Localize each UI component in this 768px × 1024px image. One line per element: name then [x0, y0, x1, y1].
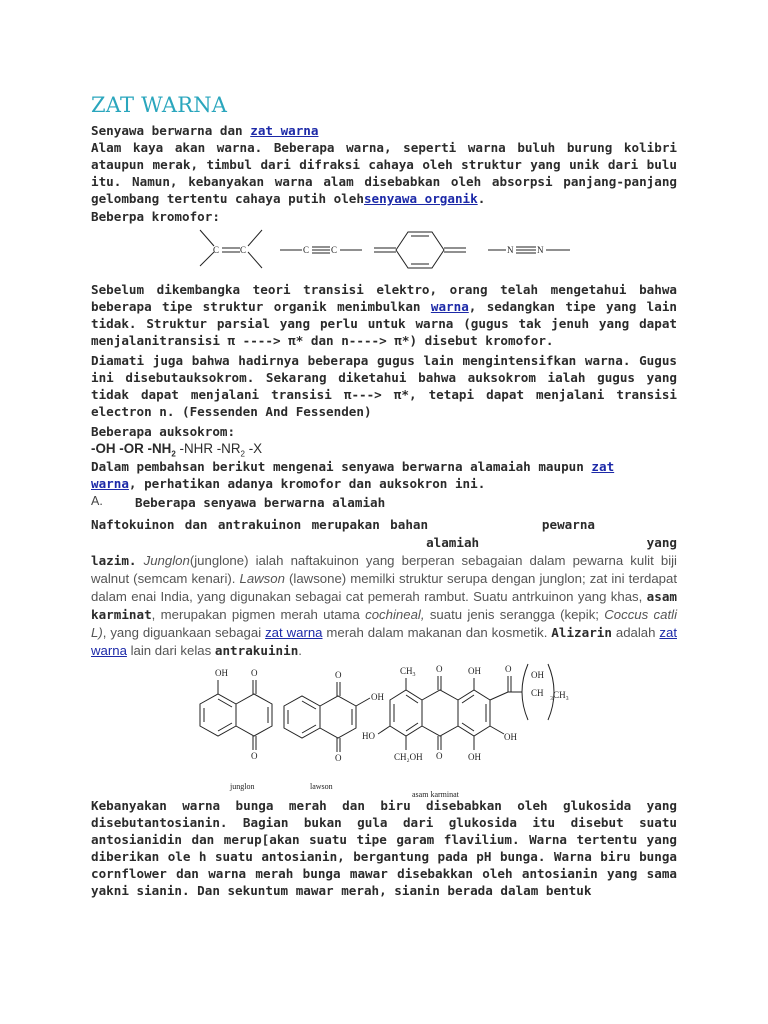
paragraph-pembahasan: [91, 458, 677, 492]
atom-ch3-text: CH: [400, 666, 413, 676]
paragraph-kromofor-text: Sebelum dikembangka teori transisi elektro, orang telah mengetahui bahwa beberapa tipe struktur organik menimbulkan: [91, 282, 677, 314]
page-title: ZAT WARNA: [91, 93, 228, 117]
naftokuinon-text: merah dalam makanan dan kosmetik.: [322, 625, 552, 640]
naftokuinon-text: Naftokuinon dan antrakuinon merupakan bahan: [91, 517, 429, 532]
ring: [320, 696, 356, 738]
bold-lazim: lazim.: [91, 553, 137, 568]
atom-c: C: [331, 245, 338, 255]
atom-oh: OH: [468, 752, 481, 762]
atom-oh: OH: [531, 670, 544, 680]
ring: [200, 694, 236, 736]
kromofor-label: Beberpa kromofor:: [91, 209, 220, 224]
link-zat-warna-2[interactable]: warna: [91, 476, 129, 491]
naftokuinon-text: , yang diguankaan sebagai: [102, 625, 266, 640]
atom-ho: HO: [362, 731, 375, 741]
atom-n: N: [537, 245, 544, 255]
naftokuinon-text: suatu jenis serangga (kepik;: [424, 607, 605, 622]
paragraph-naftokuinon: [91, 516, 677, 660]
paragraph-antosianin: Kebanyakan warna bunga merah dan biru disebabkan oleh glukosida yang disebutantosianin. Bagian bukan gula dari glukosida itu disebut suatu antosianidin dan merup[akan suatu tipe garam flavilium. Warna tertentu yang diberikan ole h suatu antosianin, bergantung pada pH bunga. Warna biru bunga cornflower dan warna merah bunga mawar disebakkan oleh antosianin yang sama yakni sianin. Dan sekuntum mawar merah, sianin berada dalam bentuk: [91, 798, 677, 898]
link-zat-warna[interactable]: zat warna: [265, 625, 323, 640]
ring: [236, 694, 272, 736]
italic-junglon: Junglon: [143, 553, 190, 568]
link-senyawa-organik[interactable]: senyawa organik: [363, 191, 478, 206]
auksokrom-rest-end: -X: [244, 441, 263, 456]
bold-alizarin: Alizarin: [551, 625, 612, 640]
link-warna[interactable]: warna: [430, 299, 469, 314]
subscript: 2: [240, 449, 245, 459]
caption-asam-karminat: asam karminat: [412, 790, 459, 799]
ring: [284, 696, 320, 738]
italic-lawson: Lawson: [239, 571, 285, 586]
auksokrom-label: Beberapa auksokrom:: [91, 424, 236, 439]
atom-c: C: [240, 245, 247, 255]
subtitle-text: Senyawa berwarna dan: [91, 123, 251, 138]
natural-dye-structures: [190, 656, 590, 800]
atom-o: O: [505, 664, 512, 674]
atom-oh: OH: [215, 668, 228, 678]
paragraph-kromofor-text-end: , sedangkan tipe yang lain tidak. Struktur parsial yang perlu untuk warna (gugus tak jenuh yang dapat menjalanitransisi π ----> π* dan n----> π*) disebut kromofor.: [91, 299, 678, 348]
bold-antrakuinin: antrakuinin: [214, 643, 299, 658]
atom-o: O: [251, 668, 258, 678]
link-zat-warna[interactable]: zat warna: [91, 625, 677, 658]
paragraph-intro: [91, 139, 677, 207]
paragraph-intro-text: Alam kaya akan warna. Beberapa warna, seperti warna buluh burung kolibri ataupun merak, timbul dari difraksi cahaya oleh struktur yang unik dari bulu itu. Namun, kebanyakan warna alam disebabkan oleh absorpsi panjang-panjang gelombang tertentu cahaya putih oleh: [91, 140, 677, 206]
atom-ch2oh: CH₂OH: [394, 752, 423, 762]
atom-o: O: [436, 664, 443, 674]
atom-oh: OH: [504, 732, 517, 742]
atom-o: O: [335, 753, 342, 763]
link-zat-warna[interactable]: zat warna: [250, 123, 319, 138]
atom-ch: CH: [531, 688, 544, 698]
naftokuinon-text: lain dari kelas: [126, 643, 215, 658]
naftokuinon-text: .: [298, 643, 302, 658]
atom-oh: OH: [468, 666, 481, 676]
caption-lawson: lawson: [310, 782, 333, 791]
auksokrom-rest: -NHR -NR: [175, 441, 241, 456]
ring: [458, 690, 490, 736]
section-heading: Beberapa senyawa berwarna alamiah: [135, 495, 386, 510]
kromofor-structures: [190, 226, 590, 274]
auksokrom-bold: -OH -OR -NH: [91, 441, 172, 456]
section-marker: A.: [91, 494, 103, 508]
naftokuinon-text: alamiah yang: [426, 535, 677, 550]
bond: [200, 230, 214, 246]
ring: [390, 690, 422, 736]
atom-ch3: ₃CH₃: [550, 690, 569, 700]
atom-ch3: [400, 666, 416, 678]
paragraph-pembahasan-text: Dalam pembahsan berikut mengenai senyawa berwarna alamaiah maupun: [91, 459, 592, 474]
subscript: 3: [412, 672, 416, 678]
caption-junglon: junglon: [230, 782, 255, 791]
paragraph-intro-end: .: [477, 191, 486, 206]
atom-o: O: [335, 670, 342, 680]
subtitle: [91, 122, 677, 139]
naftokuinon-text: adalah: [611, 625, 660, 640]
italic-coccus: Coccus catli L): [91, 607, 677, 640]
paragraph-kromofor: [91, 281, 677, 349]
naftokuinon-text: pewarna: [541, 517, 595, 532]
link-zat-warna[interactable]: zat: [591, 459, 615, 474]
paragraph-auksokrom: Diamati juga bahwa hadirnya beberapa gugus lain mengintensifkan warna. Gugus ini disebutauksokrom. Sekarang diketahui bahwa auksokrom ialah gugus yang tidak dapat menjalani transisi π---> π*, tetapi dapat menjalani transisi electron n. (Fessenden And Fessenden): [91, 353, 677, 419]
atom-o: O: [436, 751, 443, 761]
atom-oh: OH: [371, 692, 384, 702]
atom-n: N: [507, 245, 514, 255]
naftokuinon-text: , merupakan pigmen merah utama: [151, 607, 366, 622]
paragraph-pembahasan-end: , perhatikan adanya kromofor dan auksokron ini.: [128, 476, 486, 491]
atom-c: C: [303, 245, 310, 255]
atom-o: O: [251, 751, 258, 761]
bond: [200, 252, 214, 266]
naftokuinon-text: (lawsone) memilki struktur serupa dengan junglon; zat ini terdapat dalam enai India, yang digunakan sebagai cat pemerah rambut. Suatu antrkuinon yang khas,: [91, 571, 677, 604]
atom-c: C: [213, 245, 220, 255]
ring: [422, 690, 458, 736]
naftokuinon-text: (junglone) ialah naftakuinon yang berperan sebagaian dalam pewarna kulit biji walnut (semcam kenari).: [91, 553, 677, 586]
italic-cochineal: cochineal,: [365, 607, 425, 622]
subscript: 2: [171, 449, 176, 459]
naftokuinon-line1: [91, 516, 677, 552]
bold-asam-karminat: asam karminat: [91, 589, 677, 622]
